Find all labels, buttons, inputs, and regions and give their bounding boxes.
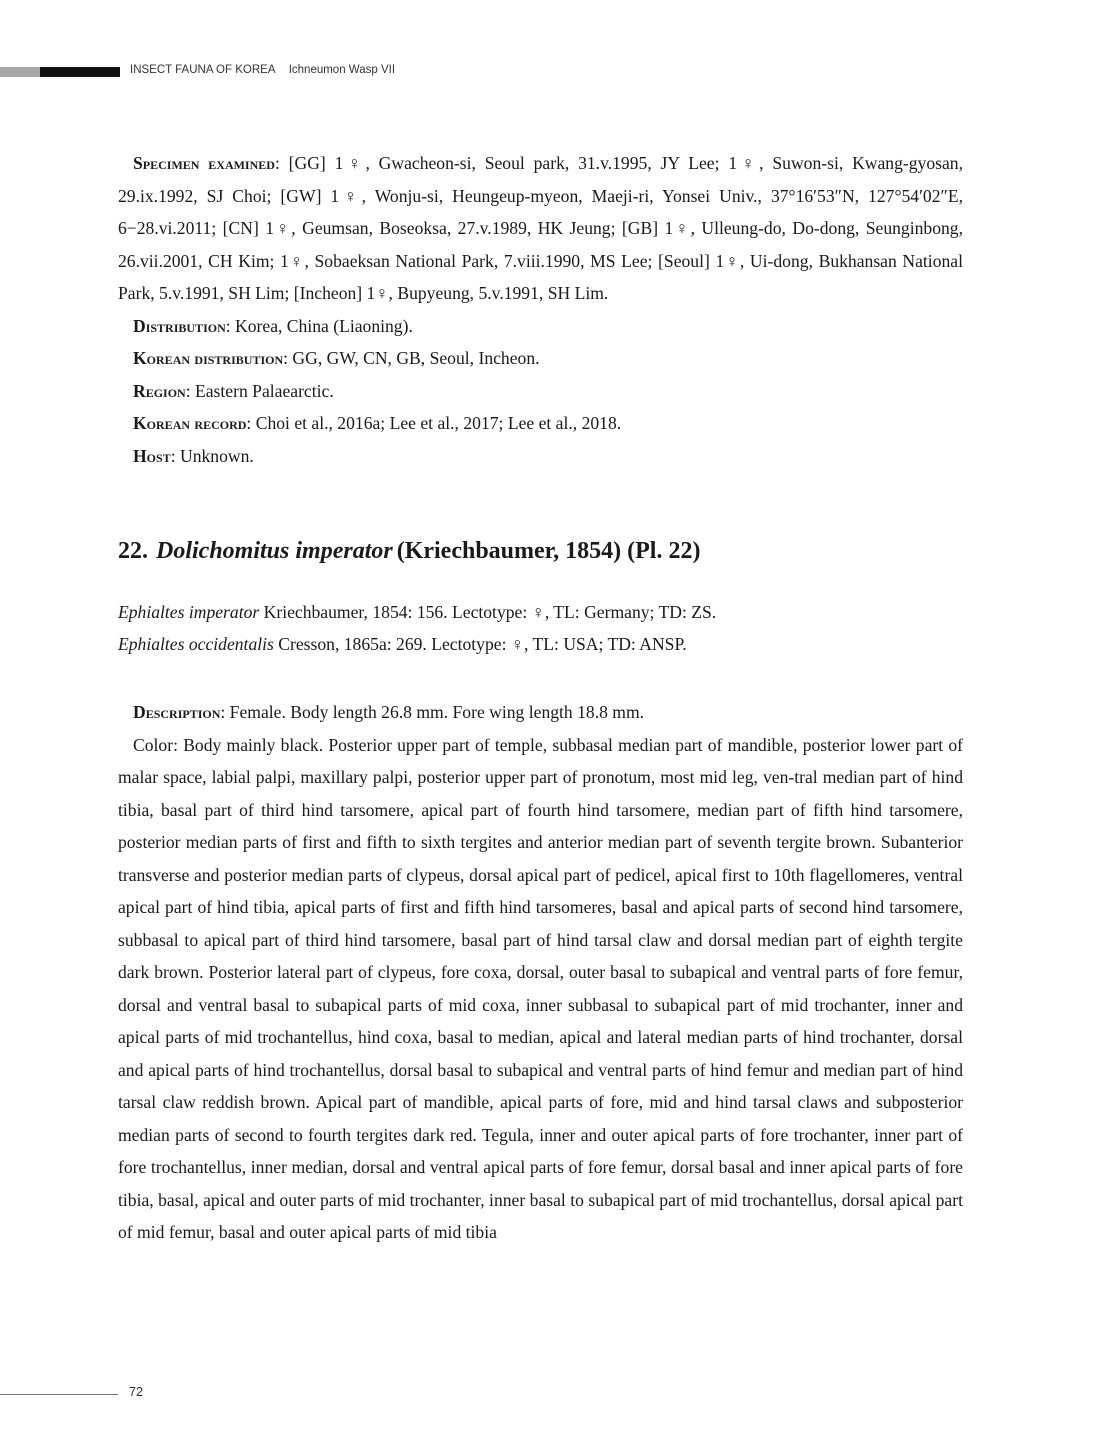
distribution-label: Distribution bbox=[133, 315, 226, 336]
synonym-name: Ephialtes occidentalis bbox=[118, 634, 274, 654]
header-volume-title: Ichneumon Wasp VII bbox=[288, 64, 396, 76]
region-label: Region bbox=[133, 380, 186, 401]
species-authority: (Kriechbaumer, 1854) bbox=[396, 538, 622, 564]
page-number: 72 bbox=[129, 1385, 143, 1399]
korean-distribution-line bbox=[118, 342, 963, 375]
specimen-examined-paragraph bbox=[118, 147, 963, 310]
region-line bbox=[118, 375, 963, 408]
distribution-line bbox=[118, 310, 963, 343]
synonym-name: Ephialtes imperator bbox=[118, 602, 260, 622]
running-header bbox=[130, 64, 395, 76]
color-paragraph: Color: Body mainly black. Posterior upper part of temple, subbasal median part of mandible, posterior lower part of malar space, labial palpi, maxillary palpi, posterior upper part of pronotum, most mid leg, ven-tral median part of hind tibia, basal part of third hind tarsomere, apical part of fourth hind tarsomere, median part of fifth hind tarsomere, posterior median parts of first and fifth to sixth tergites and anterior median part of seventh tergite brown. Subanterior transverse and posterior median parts of clypeus, dorsal apical part of pedicel, apical first to 10th flagellomeres, ventral apical part of hind tibia, apical parts of first and fifth hind tarsomeres, basal and apical parts of second hind tarsomere, subbasal to apical part of third hind tarsomere, basal part of hind tarsal claw and dorsal median part of eighth tergite dark brown. Posterior lateral part of clypeus, fore coxa, dorsal, outer basal to subapical and ventral parts of fore femur, dorsal and ventral basal to subapical parts of mid coxa, inner subbasal to subapical part of mid trochanter, inner and apical parts of mid trochantellus, hind coxa, basal to median, apical and lateral median parts of hind trochanter, dorsal and apical parts of hind trochantellus, dorsal basal to subapical and ventral parts of hind femur and median part of hind tarsal claw reddish brown. Apical part of mandible, apical parts of fore, mid and hind tarsal claws and subposterior median parts of second to fourth tergites dark red. Tegula, inner and outer apical parts of fore trochanter, inner part of fore trochantellus, inner median, dorsal and ventral apical parts of fore femur, dorsal basal and inner apical parts of fore tibia, basal, apical and outer parts of mid trochanter, inner basal to subapical part of mid trochantellus, dorsal apical part of mid femur, basal and outer apical parts of mid tibia bbox=[118, 734, 963, 1242]
korean-record-line bbox=[118, 407, 963, 440]
korean-distribution-label: Korean distribution bbox=[133, 348, 284, 368]
footer-rule bbox=[0, 1394, 118, 1395]
specimen-examined-text: : [GG] 1♀, Gwacheon-si, Seoul park, 31.v.1995, JY Lee; 1♀, Suwon-si, Kwang-gyosan, 29.ix.1992, SJ Choi; [GW] 1♀, Wonju-si, Heungeup-myeon, Maeji-ri, Yonsei Univ., 37°16′53″N, 127°54′02″E, 6−28.vi.2011; [CN] 1♀, Geumsan, Boseoksa, 27.v.1989, HK Jeung; [GB] 1♀, Ulleung-do, Do-dong, Seunginbong, 26.vii.2001, CH Kim; 1♀, Sobaeksan National Park, 7.viii.1990, MS Lee; [Seoul] 1♀, Ui-dong, Bukhansan National Park, 5.v.1991, SH Lim; [Incheon] 1♀, Bupyeung, 5.v.1991, SH Lim. bbox=[118, 153, 963, 303]
description-line bbox=[118, 696, 963, 729]
korean-distribution-value: : GG, GW, CN, GB, Seoul, Incheon. bbox=[283, 348, 540, 368]
distribution-value: : Korea, China (Liaoning). bbox=[225, 315, 413, 336]
header-series-title: INSECT FAUNA OF KOREA bbox=[130, 64, 276, 76]
host-value: : Unknown. bbox=[170, 445, 254, 466]
species-number: 22. bbox=[118, 538, 148, 564]
header-bar-black bbox=[40, 67, 120, 77]
species-name: Dolichomitus imperator bbox=[156, 538, 393, 564]
header-bar-gray bbox=[0, 67, 40, 77]
host-line bbox=[118, 440, 963, 473]
description-block bbox=[118, 696, 963, 1249]
synonym-line bbox=[118, 602, 716, 623]
korean-record-value: : Choi et al., 2016a; Lee et al., 2017; Lee et al., 2018. bbox=[246, 413, 622, 433]
species-plate: (Pl. 22) bbox=[627, 538, 701, 564]
description-label: Description bbox=[133, 702, 221, 722]
korean-record-label: Korean record bbox=[133, 413, 247, 433]
specimen-block bbox=[118, 147, 963, 472]
region-value: : Eastern Palaearctic. bbox=[185, 380, 334, 401]
synonym-text: Kriechbaumer, 1854: 156. Lectotype: ♀, TL: Germany; TD: ZS. bbox=[259, 602, 717, 622]
specimen-examined-label: Specimen examined bbox=[133, 153, 275, 173]
synonym-text: Cresson, 1865a: 269. Lectotype: ♀, TL: USA; TD: ANSP. bbox=[273, 634, 687, 654]
synonym-line bbox=[118, 634, 687, 655]
host-label: Host bbox=[133, 445, 171, 466]
species-heading bbox=[118, 538, 700, 565]
description-text: : Female. Body length 26.8 mm. Fore wing length 18.8 mm. bbox=[220, 702, 645, 722]
